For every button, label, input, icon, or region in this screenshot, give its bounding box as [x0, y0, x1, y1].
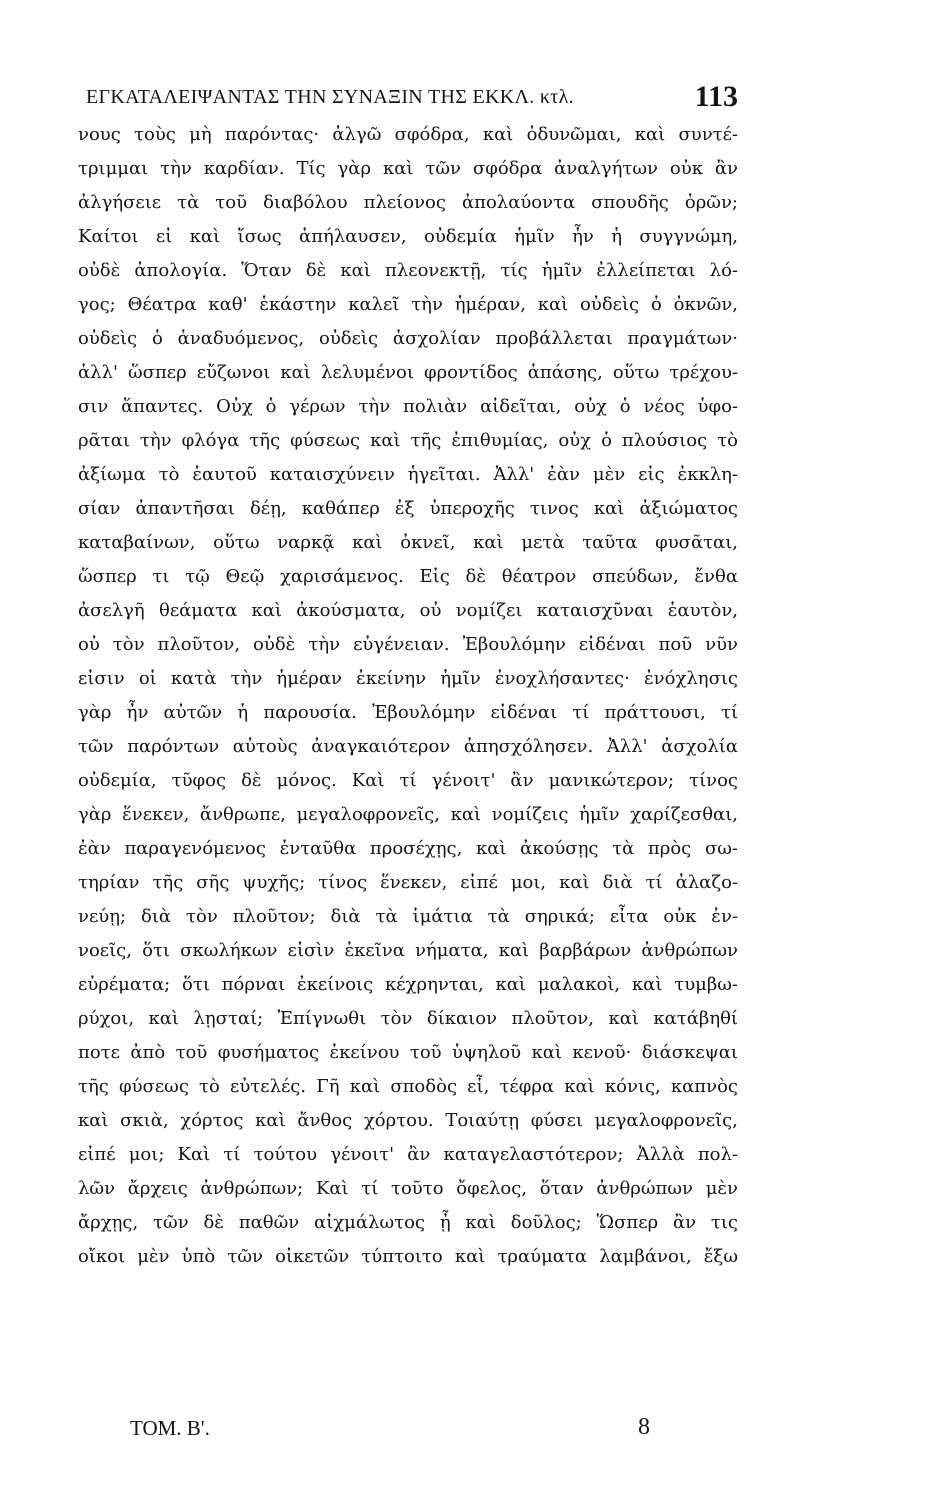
text-line: ρύχοι, καὶ λῃσταί; Ἐπίγνωθι τὸν δίκαιον πλοῦτον, καὶ κατάβηθί: [78, 1008, 738, 1029]
text-line: καταβαίνων, οὕτω ναρκᾷ καὶ ὀκνεῖ, καὶ μετὰ ταῦτα φυσᾶται,: [78, 532, 738, 553]
text-line: οὐδεμία, τῦφος δὲ μόνος. Καὶ τί γένοιτ' ἂν μανικώτερον; τίνος: [78, 770, 738, 791]
text-line: οὐδὲ ἀπολογία. Ὅταν δὲ καὶ πλεονεκτῇ, τίς ἡμῖν ἐλλείπεται λό-: [78, 260, 738, 281]
text-line: ἀξίωμα τὸ ἑαυτοῦ καταισχύνειν ἡγεῖται. Ἀλλ' ἐὰν μὲν εἰς ἐκκλη-: [78, 464, 738, 485]
text-line: ἀλγήσειε τὰ τοῦ διαβόλου πλείονος ἀπολαύοντα σπουδῆς ὁρῶν;: [78, 192, 738, 213]
text-line: οὐδεὶς ὁ ἀναδυόμενος, οὐδεὶς ἀσχολίαν προβάλλεται πραγμάτων·: [78, 328, 738, 349]
text-line: ποτε ἀπὸ τοῦ φυσήματος ἐκείνου τοῦ ὑψηλοῦ καὶ κενοῦ· διάσκεψαι: [78, 1042, 738, 1063]
text-line: εὑρέματα; ὅτι πόρναι ἐκείνοις κέχρηνται, καὶ μαλακοὶ, καὶ τυμβω-: [78, 974, 738, 995]
running-head: [78, 80, 738, 116]
text-line: ὥσπερ τι τῷ Θεῷ χαρισάμενος. Εἰς δὲ θέατρον σπεύδων, ἔνθα: [78, 566, 738, 587]
text-line: τηρίαν τῆς σῆς ψυχῆς; τίνος ἕνεκεν, εἰπέ μοι, καὶ διὰ τί ἀλαζο-: [78, 872, 738, 893]
text-line: ἀλλ' ὥσπερ εὔζωνοι καὶ λελυμένοι φροντίδος ἁπάσης, οὕτω τρέχου-: [78, 362, 738, 383]
text-line: τῆς φύσεως τὸ εὐτελές. Γῆ καὶ σποδὸς εἶ, τέφρα καὶ κόνις, καπνὸς: [78, 1076, 738, 1097]
volume-mark: ΤΟΜ. Β'.: [130, 1416, 210, 1440]
page-number: 113: [694, 80, 738, 113]
text-line: σιν ἅπαντες. Οὐχ ὁ γέρων τὴν πολιὰν αἰδεῖται, οὐχ ὁ νέος ὑφο-: [78, 396, 738, 417]
text-line: οἴκοι μὲν ὑπὸ τῶν οἰκετῶν τύπτοιτο καὶ τραύματα λαμβάνοι, ἔξω: [78, 1246, 738, 1267]
text-line: ἐὰν παραγενόμενος ἐνταῦθα προσέχῃς, καὶ ἀκούσῃς τὰ πρὸς σω-: [78, 838, 738, 859]
text-line: νεύῃ; διὰ τὸν πλοῦτον; διὰ τὰ ἱμάτια τὰ σηρικά; εἶτα οὐκ ἐν-: [78, 906, 738, 927]
text-line: εἰπέ μοι; Καὶ τί τούτου γένοιτ' ἂν καταγελαστότερον; Ἀλλὰ πολ-: [78, 1144, 738, 1165]
text-line: ρᾶται τὴν φλόγα τῆς φύσεως καὶ τῆς ἐπιθυμίας, οὐχ ὁ πλούσιος τὸ: [78, 430, 738, 451]
text-line: νοεῖς, ὅτι σκωλήκων εἰσὶν ἐκεῖνα νήματα, καὶ βαρβάρων ἀνθρώπων: [78, 940, 738, 961]
body-text: [78, 118, 738, 1274]
text-line: καὶ σκιὰ, χόρτος καὶ ἄνθος χόρτου. Τοιαύτῃ φύσει μεγαλοφρονεῖς,: [78, 1110, 738, 1131]
text-line: νους τοὺς μὴ παρόντας· ἀλγῶ σφόδρα, καὶ ὀδυνῶμαι, καὶ συντέ-: [78, 124, 738, 145]
text-line: σίαν ἀπαντῆσαι δέῃ, καθάπερ ἐξ ὑπεροχῆς τινος καὶ ἀξιώματος: [78, 498, 738, 519]
text-line: τριμμαι τὴν καρδίαν. Τίς γὰρ καὶ τῶν σφόδρα ἀναλγήτων οὐκ ἂν: [78, 158, 738, 179]
text-line: γὰρ ἦν αὐτῶν ἡ παρουσία. Ἐβουλόμην εἰδέναι τί πράττουσι, τί: [78, 702, 738, 723]
text-line: γὰρ ἕνεκεν, ἄνθρωπε, μεγαλοφρονεῖς, καὶ νομίζεις ἡμῖν χαρίζεσθαι,: [78, 804, 738, 825]
text-line: ἀσελγῆ θεάματα καὶ ἀκούσματα, οὐ νομίζει καταισχῦναι ἑαυτὸν,: [78, 600, 738, 621]
text-line: τῶν παρόντων αὐτοὺς ἀναγκαιότερον ἀπησχόλησεν. Ἀλλ' ἀσχολία: [78, 736, 738, 757]
text-line: Καίτοι εἰ καὶ ἴσως ἀπήλαυσεν, οὐδεμία ἡμῖν ἦν ἡ συγγνώμη,: [78, 226, 738, 247]
signature-mark: 8: [638, 1414, 650, 1440]
text-line: οὐ τὸν πλοῦτον, οὐδὲ τὴν εὐγένειαν. Ἐβουλόμην εἰδέναι ποῦ νῦν: [78, 634, 738, 655]
running-title: ΕΓΚΑΤΑΛΕΙΨΑΝΤΑΣ ΤΗΝ ΣΥΝΑΞΙΝ ΤΗΣ ΕΚΚΛ. κτλ.: [86, 86, 574, 108]
text-line: γος; Θέατρα καθ' ἑκάστην καλεῖ τὴν ἡμέραν, καὶ οὐδεὶς ὁ ὀκνῶν,: [78, 294, 738, 315]
text-line: λῶν ἄρχεις ἀνθρώπων; Καὶ τί τοῦτο ὄφελος, ὅταν ἀνθρώπων μὲν: [78, 1178, 738, 1199]
page-footer: [130, 1416, 650, 1456]
text-line: ἄρχῃς, τῶν δὲ παθῶν αἰχμάλωτος ᾖ καὶ δοῦλος; Ὥσπερ ἂν τις: [78, 1212, 738, 1233]
text-line: εἰσιν οἱ κατὰ τὴν ἡμέραν ἐκείνην ἡμῖν ἐνοχλήσαντες· ἐνόχλησις: [78, 668, 738, 689]
